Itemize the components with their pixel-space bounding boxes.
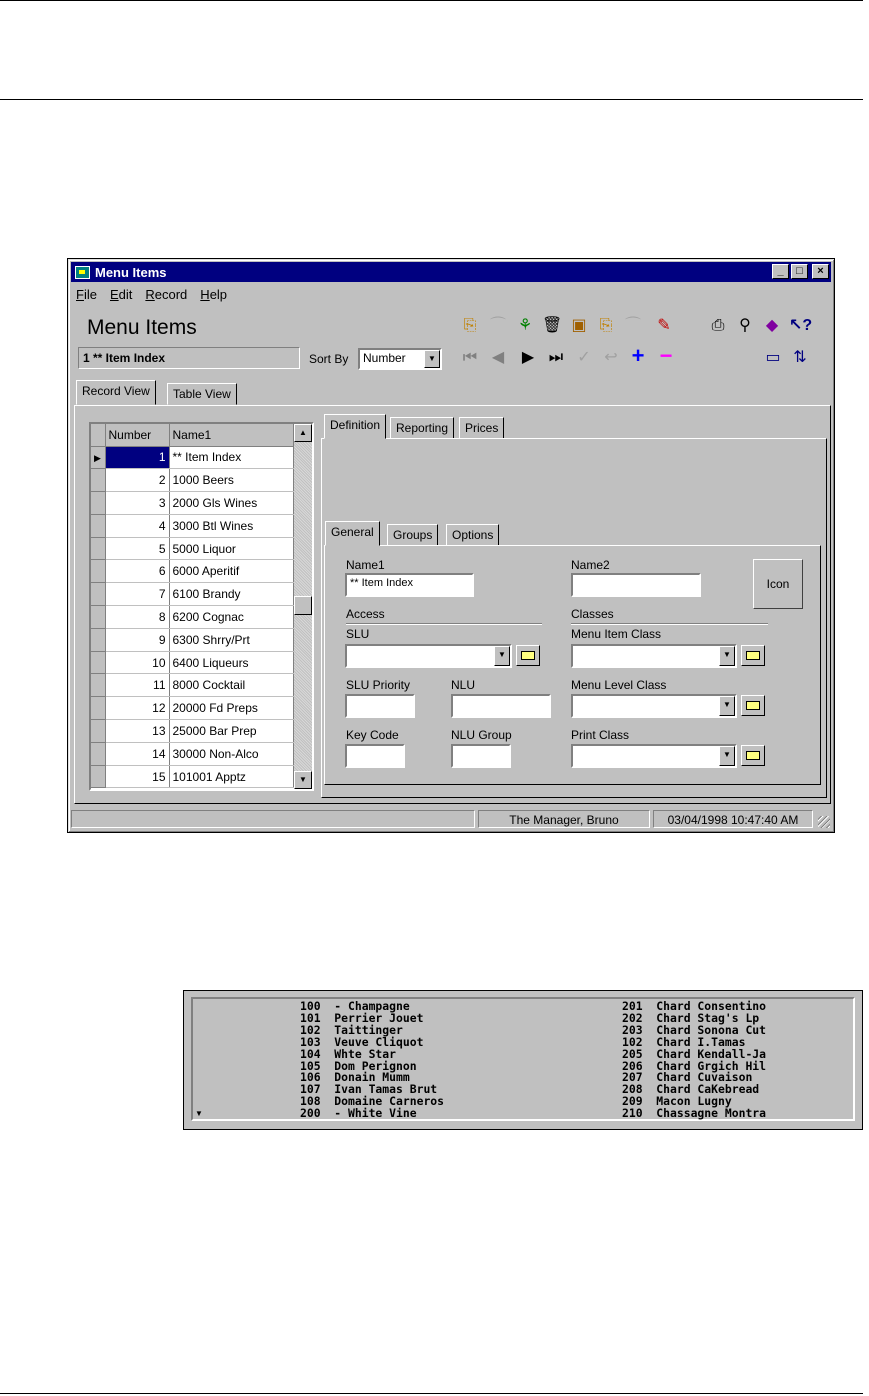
header-rule — [0, 99, 863, 100]
table-row[interactable] — [91, 765, 294, 788]
classes-divider — [571, 623, 768, 625]
table-row[interactable] — [91, 697, 294, 720]
menu-items-window — [67, 258, 835, 833]
page-title: Menu Items — [87, 316, 197, 339]
tab-reporting[interactable]: Reporting — [390, 417, 454, 439]
print-class-browse-button[interactable] — [741, 745, 765, 766]
row-number[interactable]: 1 — [105, 446, 169, 469]
status-datetime: 03/04/1998 10:47:40 AM — [653, 810, 813, 828]
table-row[interactable] — [91, 492, 294, 515]
key-code-label: Key Code — [346, 728, 399, 742]
row-name[interactable]: 6200 Cognac — [169, 606, 294, 629]
delete-icon[interactable]: 🗑 — [542, 317, 563, 334]
row-number[interactable]: 5 — [105, 537, 169, 560]
row-number[interactable]: 15 — [105, 765, 169, 788]
row-selector[interactable] — [91, 651, 105, 674]
list-item: 209 Macon Lugny — [622, 1094, 732, 1109]
scroll-down-icon[interactable]: ▼ — [294, 771, 312, 789]
slu-priority-field[interactable] — [345, 694, 415, 718]
next-record-icon[interactable]: ▶ — [521, 349, 535, 366]
list-item: 206 Chard Grgich Hil — [622, 1058, 767, 1073]
table-row[interactable] — [91, 560, 294, 583]
list-item: 208 Chard CaKebread — [622, 1082, 760, 1097]
tab-record-view[interactable]: Record View — [76, 380, 156, 405]
key-code-field[interactable] — [345, 744, 405, 768]
row-number[interactable]: 8 — [105, 606, 169, 629]
name1-label: Name1 — [346, 558, 385, 572]
window-icon[interactable]: ▭ — [765, 349, 781, 366]
row-selector[interactable] — [91, 583, 105, 606]
book-icon[interactable]: ◆ — [765, 317, 779, 334]
status-user: The Manager, Bruno — [478, 810, 650, 828]
print-class-label: Print Class — [571, 728, 630, 742]
table-row[interactable] — [91, 674, 294, 697]
list-item: 101 Perrier Jouet — [300, 1010, 424, 1025]
slu-label: SLU — [346, 627, 370, 641]
row-number[interactable]: 13 — [105, 720, 169, 743]
row-name[interactable]: 6400 Liqueurs — [169, 651, 294, 674]
folder-icon — [746, 751, 760, 760]
tab-definition[interactable]: Definition — [324, 414, 386, 439]
row-number[interactable]: 11 — [105, 674, 169, 697]
row-selector[interactable] — [91, 742, 105, 765]
row-name[interactable]: 6000 Aperitif — [169, 560, 294, 583]
check-icon[interactable]: ✓ — [577, 349, 591, 366]
menu-item-class-select[interactable] — [571, 644, 737, 668]
menu-level-class-select[interactable] — [571, 694, 737, 718]
folder-icon — [746, 651, 760, 660]
slu-browse-button[interactable] — [516, 645, 540, 666]
row-number[interactable]: 14 — [105, 742, 169, 765]
footer-rule — [0, 1393, 863, 1394]
list-item: 102 Taittinger — [300, 1022, 403, 1037]
minimize-button[interactable]: _ — [772, 264, 789, 279]
status-bar-empty — [71, 810, 475, 828]
row-selector[interactable] — [91, 537, 105, 560]
tab-table-view[interactable]: Table View — [167, 383, 237, 405]
row-name[interactable]: 3000 Btl Wines — [169, 514, 294, 537]
row-number[interactable]: 9 — [105, 628, 169, 651]
add-icon[interactable]: + — [631, 343, 645, 368]
row-selector[interactable] — [91, 765, 105, 788]
row-selector[interactable] — [91, 697, 105, 720]
menu-level-class-label: Menu Level Class — [571, 678, 667, 692]
table-row[interactable] — [91, 606, 294, 629]
chevron-down-icon[interactable]: ▼ — [719, 696, 735, 716]
slu-priority-label: SLU Priority — [346, 678, 411, 692]
report-icon[interactable]: ▣ — [571, 317, 587, 334]
row-name[interactable]: 2000 Gls Wines — [169, 492, 294, 515]
menu-record[interactable]: Record — [145, 287, 188, 302]
chevron-down-icon[interactable]: ▼ — [494, 646, 510, 666]
scroll-down-icon[interactable]: ▼ — [195, 1109, 203, 1118]
chevron-down-icon[interactable]: ▼ — [424, 350, 440, 368]
table-row[interactable] — [91, 514, 294, 537]
record-index-display: 1 ** Item Index — [78, 347, 300, 369]
row-selector[interactable] — [91, 628, 105, 651]
slu-select[interactable] — [345, 644, 512, 668]
sort-by-value: Number — [363, 351, 406, 365]
title-bar[interactable] — [71, 262, 831, 282]
menu-help[interactable]: Help — [200, 287, 228, 302]
close-button[interactable]: × — [812, 264, 829, 279]
column-header-name1[interactable]: Name1 — [169, 424, 294, 446]
table-row[interactable] — [91, 720, 294, 743]
table-row[interactable] — [91, 537, 294, 560]
list-item: 207 Chard Cuvaison — [622, 1070, 753, 1085]
listing-left-column — [300, 1001, 444, 1120]
grid-corner — [91, 424, 105, 446]
name1-field[interactable] — [345, 573, 474, 597]
list-item: 100 - Champagne — [300, 999, 410, 1013]
row-number[interactable]: 4 — [105, 514, 169, 537]
copy-icon[interactable]: ⎘ — [599, 317, 613, 334]
grid-scrollbar[interactable] — [294, 424, 312, 789]
nlu-label: NLU — [451, 678, 476, 692]
app-icon[interactable] — [75, 266, 90, 279]
menu-item-class-label: Menu Item Class — [571, 627, 662, 641]
tab-general[interactable]: General — [325, 521, 380, 546]
table-row[interactable] — [91, 583, 294, 606]
name2-field[interactable] — [571, 573, 701, 597]
folder-icon — [746, 701, 760, 710]
paste-record-icon[interactable]: ⌒ — [489, 317, 506, 334]
sort-by-label: Sort By — [309, 352, 349, 366]
row-name[interactable]: 30000 Non-Alco — [169, 742, 294, 765]
print-class-select[interactable] — [571, 744, 737, 768]
page-top-rule — [0, 0, 863, 1]
paste-icon[interactable]: ⌒ — [624, 317, 641, 334]
row-name[interactable]: 1000 Beers — [169, 469, 294, 492]
row-number[interactable]: 2 — [105, 469, 169, 492]
list-item: 105 Dom Perignon — [300, 1058, 417, 1073]
list-item: 104 Whte Star — [300, 1046, 397, 1061]
menu-bar — [76, 287, 227, 302]
row-number[interactable]: 10 — [105, 651, 169, 674]
list-item: 203 Chard Sonona Cut — [622, 1022, 767, 1037]
row-selector[interactable] — [91, 606, 105, 629]
table-row[interactable] — [91, 742, 294, 765]
print-icon[interactable]: ⎙ — [711, 317, 725, 334]
help-pointer-icon[interactable]: ↖? — [789, 317, 813, 334]
table-row[interactable] — [91, 651, 294, 674]
row-selector[interactable] — [91, 720, 105, 743]
copy-record-icon[interactable]: ⎘ — [463, 317, 477, 334]
menu-file[interactable]: File — [76, 287, 97, 302]
first-record-icon[interactable]: ⏮ — [462, 349, 478, 366]
menu-item-class-browse-button[interactable] — [741, 645, 765, 666]
list-item: 102 Chard I.Tamas — [622, 1034, 746, 1049]
row-name[interactable]: 6300 Shrry/Prt — [169, 628, 294, 651]
row-name[interactable]: 101001 Apptz — [169, 765, 294, 788]
row-number[interactable]: 3 — [105, 492, 169, 515]
row-name[interactable]: 20000 Fd Preps — [169, 697, 294, 720]
table-row[interactable] — [91, 446, 294, 469]
name2-label: Name2 — [571, 558, 610, 572]
table-row[interactable] — [91, 469, 294, 492]
scroll-thumb[interactable] — [294, 596, 312, 615]
row-name[interactable]: ** Item Index — [169, 446, 294, 469]
remove-icon[interactable]: − — [659, 343, 673, 368]
previous-record-icon[interactable]: ◀ — [491, 349, 505, 366]
list-item: 106 Donain Mumm — [300, 1070, 410, 1085]
chevron-down-icon[interactable]: ▼ — [719, 746, 735, 766]
last-record-icon[interactable]: ⏭ — [548, 349, 564, 366]
tab-prices[interactable]: Prices — [459, 417, 504, 439]
list-item: 210 Chassagne Montra — [622, 1106, 767, 1121]
listing-right-column — [622, 1001, 766, 1120]
listing-frame — [191, 997, 855, 1121]
list-item: 200 - White Vine — [300, 1106, 417, 1121]
row-name[interactable]: 6100 Brandy — [169, 583, 294, 606]
chevron-down-icon[interactable]: ▼ — [719, 646, 735, 666]
replace-icon[interactable]: ⚘ — [517, 317, 533, 334]
row-selector[interactable] — [91, 674, 105, 697]
row-selector[interactable] — [91, 469, 105, 492]
row-selector[interactable] — [91, 560, 105, 583]
tab-groups[interactable]: Groups — [387, 524, 438, 546]
column-header-number[interactable]: Number — [105, 424, 169, 446]
list-item: 108 Domaine Carneros — [300, 1094, 445, 1109]
window-title: Menu Items — [95, 264, 167, 280]
row-name[interactable]: 25000 Bar Prep — [169, 720, 294, 743]
folder-icon — [521, 651, 535, 660]
edit-icon[interactable]: ✎ — [657, 317, 671, 334]
nlu-group-field[interactable] — [451, 744, 511, 768]
nlu-field[interactable] — [451, 694, 551, 718]
list-item: 201 Chard Consentino — [622, 999, 767, 1013]
classes-label: Classes — [571, 607, 614, 621]
current-row-pointer-icon: ▶ — [91, 446, 105, 469]
icon-button[interactable]: Icon — [753, 559, 803, 609]
menu-edit[interactable]: Edit — [109, 287, 133, 302]
maximize-button[interactable]: □ — [791, 264, 808, 279]
transfer-icon[interactable]: ⇅ — [793, 349, 807, 366]
row-name[interactable]: 8000 Cocktail — [169, 674, 294, 697]
list-item: 205 Chard Kendall-Ja — [622, 1046, 767, 1061]
tab-options[interactable]: Options — [446, 524, 499, 546]
list-item: 103 Veuve Cliquot — [300, 1034, 424, 1049]
list-item: 202 Chard Stag's Lp — [622, 1010, 760, 1025]
name1-value: ** Item Index — [350, 577, 413, 589]
find-icon[interactable]: ⚲ — [739, 317, 751, 334]
access-divider — [346, 623, 542, 625]
row-selector[interactable] — [91, 514, 105, 537]
row-number[interactable]: 6 — [105, 560, 169, 583]
row-number[interactable]: 12 — [105, 697, 169, 720]
resize-grip-icon[interactable] — [818, 816, 830, 828]
list-item: 107 Ivan Tamas Brut — [300, 1082, 438, 1097]
menu-item-listing — [183, 990, 863, 1130]
records-grid[interactable] — [89, 422, 314, 791]
undo-icon[interactable]: ↩ — [604, 349, 618, 366]
sort-by-select[interactable] — [358, 348, 442, 370]
row-number[interactable]: 7 — [105, 583, 169, 606]
access-label: Access — [346, 607, 385, 621]
scroll-up-icon[interactable]: ▲ — [294, 424, 312, 442]
table-row[interactable] — [91, 628, 294, 651]
menu-level-class-browse-button[interactable] — [741, 695, 765, 716]
nlu-group-label: NLU Group — [451, 728, 512, 742]
row-selector[interactable] — [91, 492, 105, 515]
row-name[interactable]: 5000 Liquor — [169, 537, 294, 560]
